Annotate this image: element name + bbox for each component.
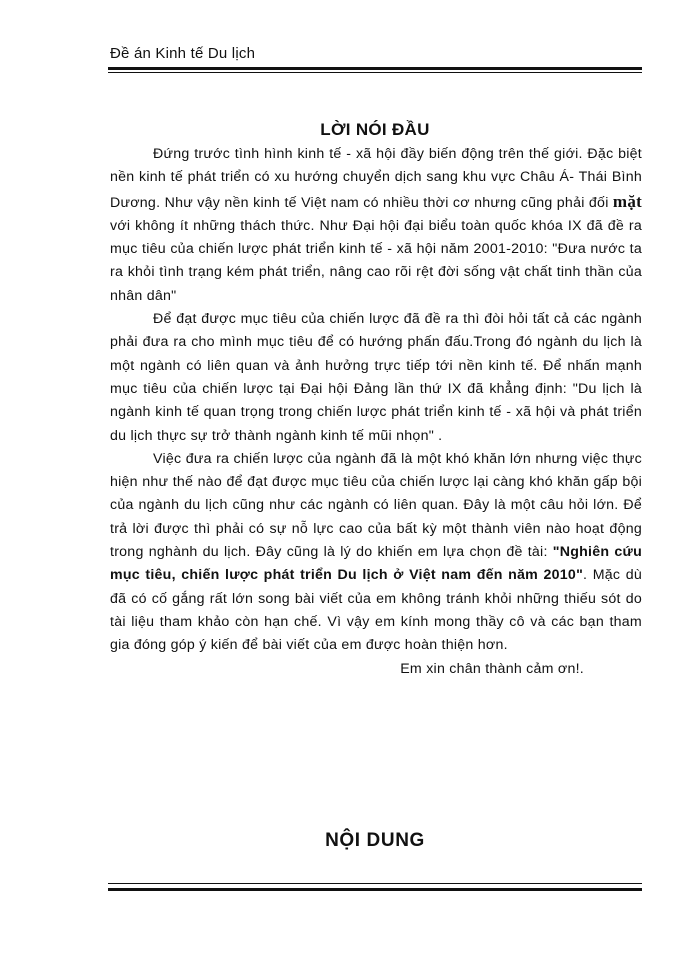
document-body — [110, 143, 642, 681]
paragraph-3-part-b: . Mặc dù đã có cố gắng rất lớn song bài viết của em không tránh khỏi những thiếu sót do tài liệu tham khảo còn hạn chế. Vì vậy em kính mong thầy cô và các bạn tham gia đóng góp ý kiến để bài viết của em được hoàn thiện hơn. — [110, 567, 642, 654]
header-rule-thick — [108, 67, 642, 70]
paragraph-1 — [110, 143, 642, 308]
paragraph-1-part-a: Đứng trước tình hình kinh tế - xã hội đầy biến động trên thế giới. Đặc biệt nền kinh tế phát triển có xu hướng chuyển dịch sang khu vực Châu Á- Thái Bình Dương. Như vậy nền kinh tế Việt nam có nhiều thời cơ nhưng cũng phải đối — [110, 146, 642, 211]
paragraph-1-part-b: với không ít những thách thức. Như Đại hội đại biểu toàn quốc khóa IX đã đề ra mục tiêu của chiến lược phát triển kinh tế - xã hội năm 2001-2010: "Đưa nước ta ra khỏi tình trạng kém phát triển, nâng cao rõi rệt đời sống vật chất tinh thần của nhân dân" — [110, 217, 642, 304]
running-header: Đề án Kinh tế Du lịch — [110, 45, 256, 62]
section-title: NỘI DUNG — [325, 830, 425, 851]
page-title: LỜI NÓI ĐẦU — [320, 120, 430, 139]
header-rule-thin — [108, 72, 642, 73]
paragraph-3-part-a: Việc đưa ra chiến lược của ngành đã là một khó khăn lớn nhưng việc thực hiện như thế nào để đạt được mục tiêu của chiến lược lại càng khó khăn gấp bội của ngành du lịch cũng như các ngành có liên quan. Đây là một câu hỏi lớn. Để trả lời được thì phải có sự nỗ lực cao của bất kỳ một thành viên nào hoạt động trong nghành du lịch. Đây cũng là lý do khiến em lựa chọn đề tài: — [110, 450, 642, 561]
thesis-topic: "Nghiên cứu mục tiêu, chiến lược phát triển Du lịch ở Việt nam đến năm 2010" — [110, 544, 642, 584]
footer-rule-thick — [108, 888, 642, 891]
paragraph-3 — [110, 448, 642, 658]
footer-rule-thin — [108, 883, 642, 884]
emphasized-word: mặt — [612, 191, 642, 211]
paragraph-2: Để đạt được mục tiêu của chiến lược đã đề ra thì đòi hỏi tất cả các ngành phải đưa ra cho mình mục tiêu để có hướng phấn đấu.Trong đó ngành du lịch là một ngành có liên quan và ảnh hưởng trực tiếp tới nền kinh tế. Để nhấn mạnh mục tiêu của chiến lược tại Đại hội Đảng lần thứ IX đã khẳng định: "Du lịch là ngành kinh tế quan trọng trong chiến lược phát triển kinh tế - xã hội và phát triển du lịch thực sự trở thành ngành kinh tế mũi nhọn" . — [110, 311, 642, 444]
thanks-line: Em xin chân thành cảm ơn!. — [400, 660, 584, 677]
